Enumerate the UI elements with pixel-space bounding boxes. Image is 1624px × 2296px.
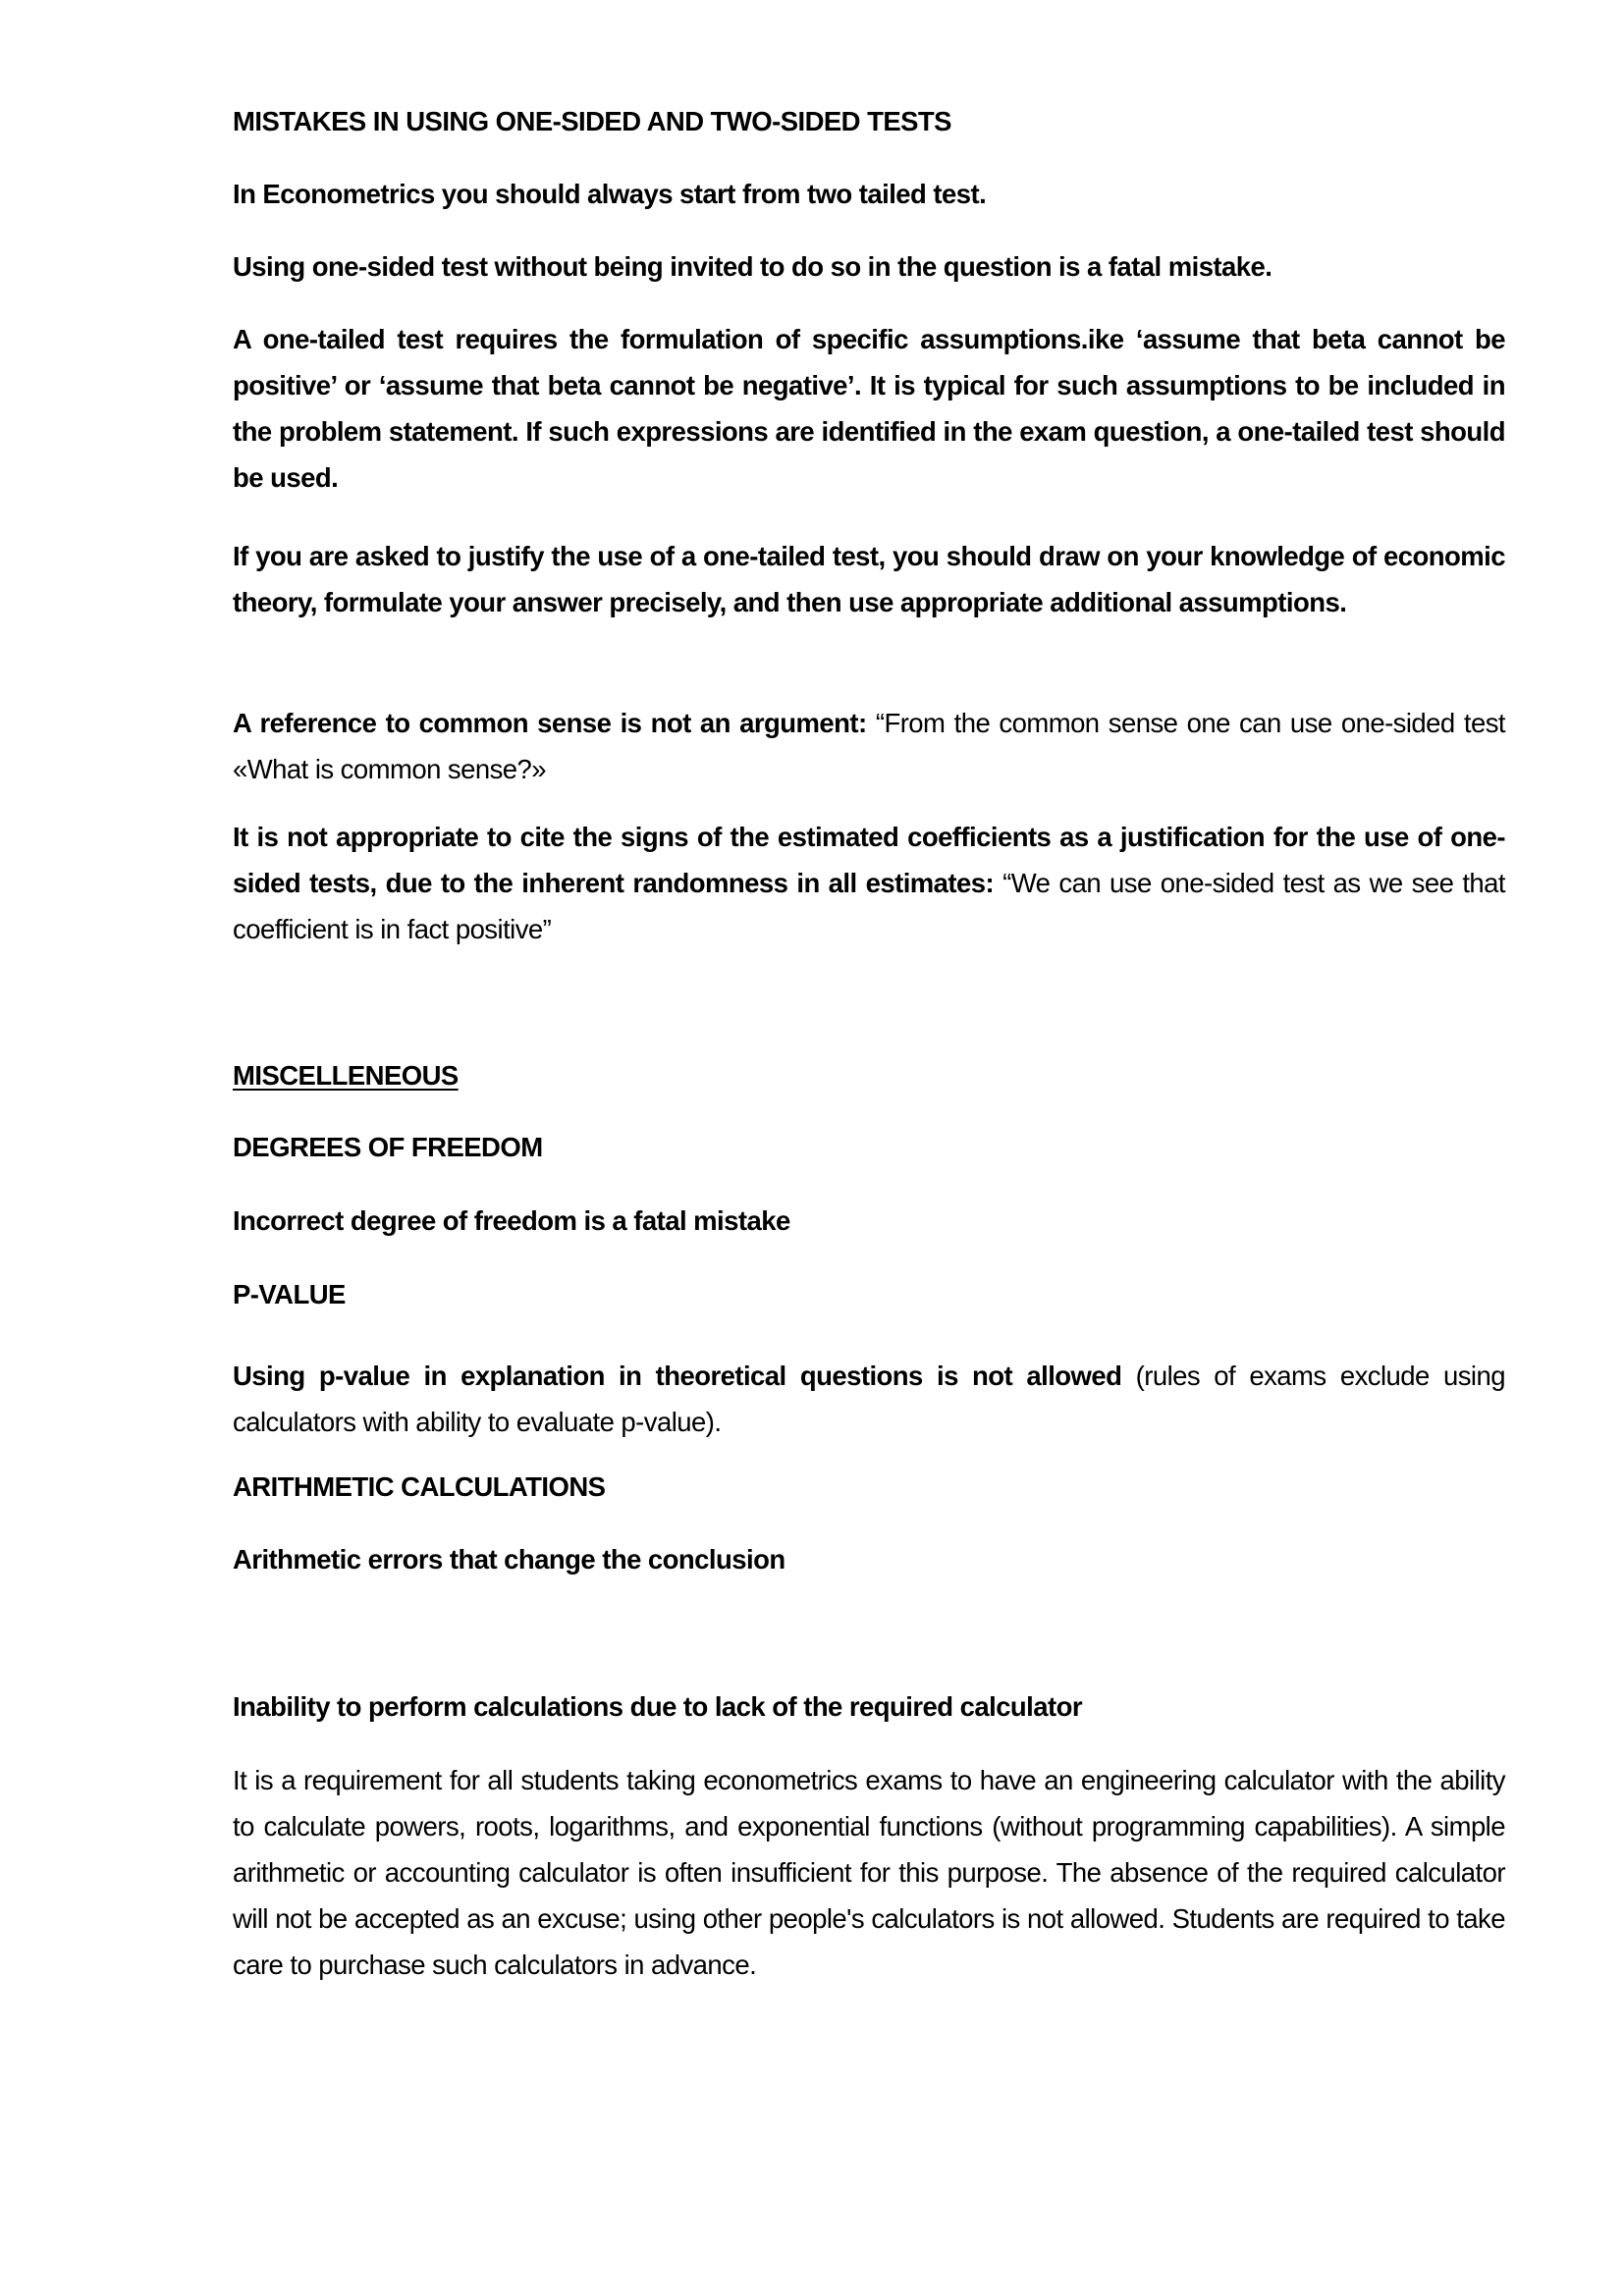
heading-calculator-requirement: Inability to perform calculations due to lack of the required calculator <box>233 1691 1083 1722</box>
coefficient-signs-quote: “We can use one-sided test as we see that coefficient is in fact positive” <box>233 868 1506 944</box>
paragraph-coefficient-signs <box>233 814 1505 952</box>
paragraph-justify-one-tailed: If you are asked to justify the use of a one-tailed test, you should draw on your knowledge of economic theory, formulate your answer precisely, and then use appropriate additional assumptions. <box>233 541 1505 617</box>
coefficient-signs-bold-text: It is not appropriate to cite the signs of the estimated coefficients as a justification for the use of one-sided tests, due to the inherent randomness in all estimates: <box>233 822 1505 898</box>
heading-p-value: P-VALUE <box>233 1279 346 1309</box>
paragraph-calculator-requirement: It is a requirement for all students taking econometrics exams to have an engineering calculator with the ability to calculate powers, roots, logarithms, and exponential functions (without programming capabilities). A simple arithmetic or accounting calculator is often insufficient for this purpose. The absence of the required calculator will not be accepted as an excuse; using other people's calculators is not allowed. Students are required to take care to purchase such calculators in advance. <box>233 1765 1505 1980</box>
rule-degrees-of-freedom: Incorrect degree of freedom is a fatal mistake <box>233 1205 790 1236</box>
common-sense-bold-text: A reference to common sense is not an argument: <box>233 708 867 738</box>
section-title-one-two-sided-tests: MISTAKES IN USING ONE-SIDED AND TWO-SIDED TESTS <box>233 106 951 136</box>
paragraph-p-value <box>233 1353 1505 1445</box>
miscellaneous-underlined: MISCELLENEOUS <box>233 1060 459 1091</box>
rule-arithmetic-errors: Arithmetic errors that change the conclusion <box>233 1544 785 1575</box>
heading-arithmetic-calculations: ARITHMETIC CALCULATIONS <box>233 1471 606 1502</box>
paragraph-one-tailed-assumptions: A one-tailed test requires the formulation of specific assumptions.ike ‘assume that beta cannot be positive’ or ‘assume that beta cannot be negative’. It is typical for such assumptions to be included in the problem statement. If such expressions are identified in the exam question, a one-tailed test should be used. <box>233 324 1505 493</box>
section-title-miscellaneous <box>233 1052 1505 1098</box>
heading-degrees-of-freedom: DEGREES OF FREEDOM <box>233 1132 543 1162</box>
p-value-bold-text: Using p-value in explanation in theoretical questions is not allowed <box>233 1361 1122 1391</box>
paragraph-common-sense <box>233 700 1505 792</box>
rule-start-two-tailed: In Econometrics you should always start from two tailed test. <box>233 179 987 209</box>
rule-one-sided-fatal: Using one-sided test without being invited to do so in the question is a fatal mistake. <box>233 251 1272 282</box>
p-value-note: (rules of exams exclude using calculators with ability to evaluate p-value). <box>233 1361 1505 1437</box>
common-sense-quote: “From the common sense one can use one-sided test «What is common sense?» <box>233 708 1505 784</box>
